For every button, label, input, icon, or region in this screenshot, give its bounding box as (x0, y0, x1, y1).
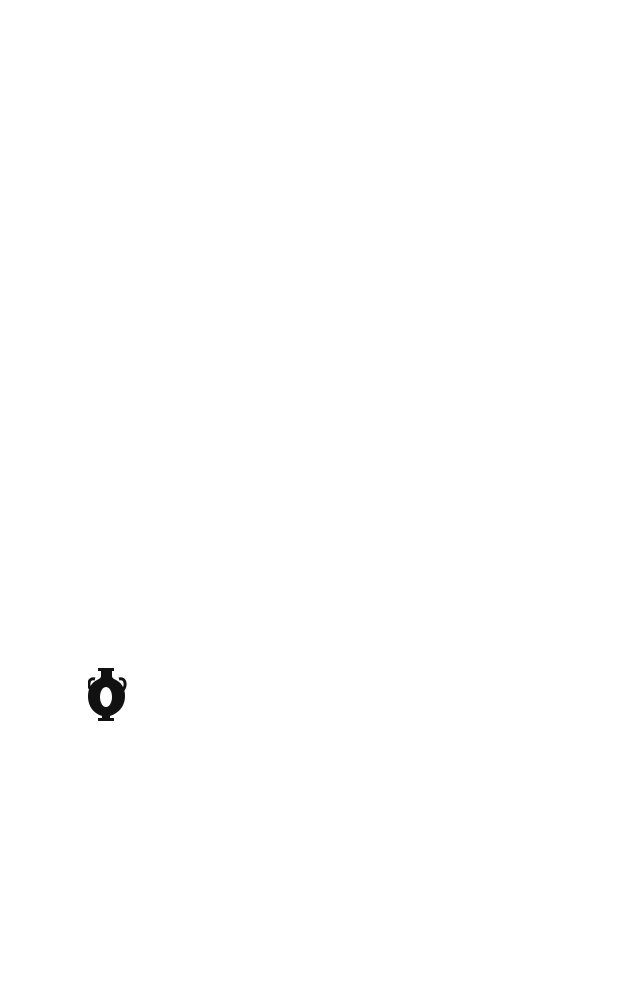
text-line (88, 761, 550, 793)
text-line (88, 889, 550, 921)
text-line (88, 857, 550, 889)
text-line (88, 729, 550, 761)
text-line (88, 697, 550, 729)
text-line (88, 825, 550, 857)
text-line (88, 665, 550, 697)
body-text-section (88, 665, 550, 921)
text-line (88, 793, 550, 825)
